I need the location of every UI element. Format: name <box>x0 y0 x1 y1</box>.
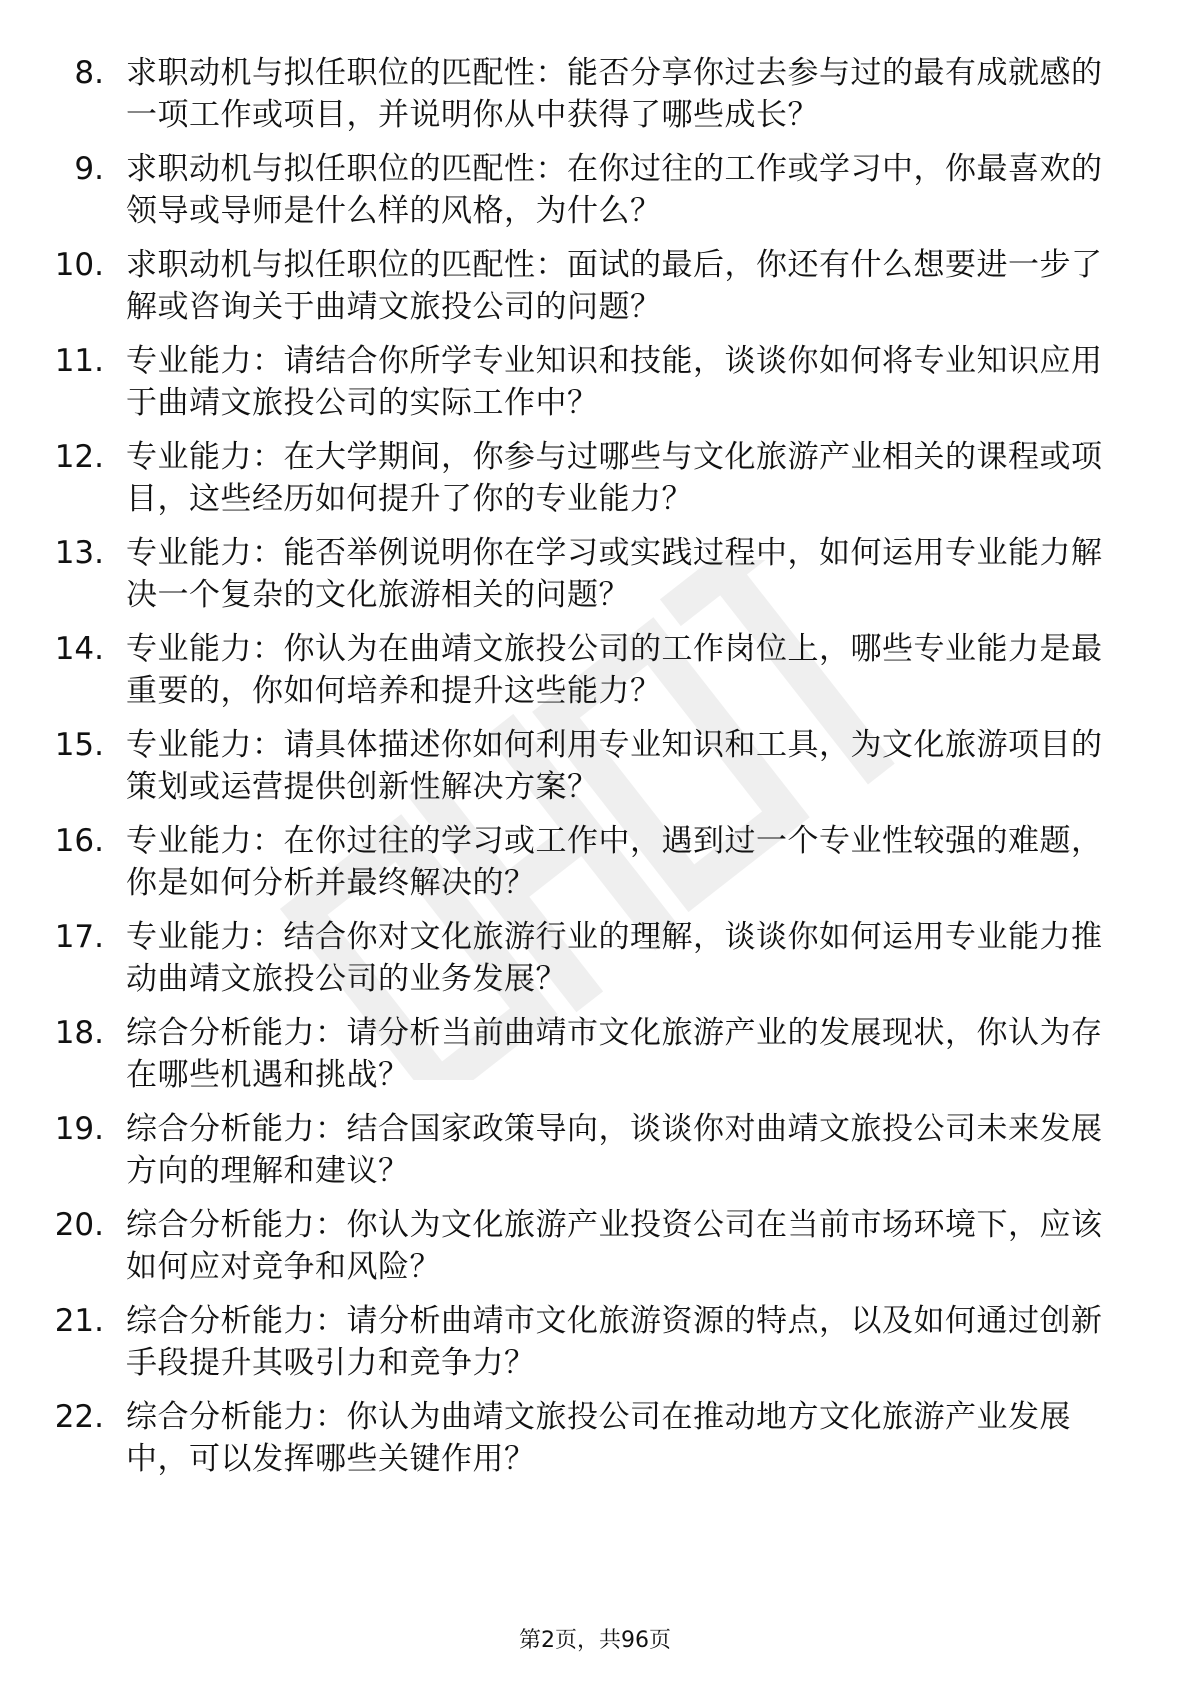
question-number: 13. <box>54 535 104 571</box>
question-list <box>0 52 1190 1492</box>
question-item <box>0 1204 1190 1300</box>
question-text: 求职动机与拟任职位的匹配性：面试的最后，你还有什么想要进一步了解或咨询关于曲靖文旅投公司的问题？ <box>126 247 1103 325</box>
question-text: 求职动机与拟任职位的匹配性：在你过往的工作或学习中，你最喜欢的领导或导师是什么样的风格，为什么？ <box>126 151 1103 229</box>
question-item <box>0 1108 1190 1204</box>
question-number: 19. <box>54 1111 104 1147</box>
question-number: 9. <box>74 151 104 187</box>
question-number: 17. <box>54 919 104 955</box>
question-number: 18. <box>54 1015 104 1051</box>
question-text: 专业能力：在你过往的学习或工作中，遇到过一个专业性较强的难题，你是如何分析并最终解决的？ <box>126 823 1103 901</box>
question-item <box>0 820 1190 916</box>
question-item <box>0 724 1190 820</box>
question-text: 专业能力：结合你对文化旅游行业的理解，谈谈你如何运用专业能力推动曲靖文旅投公司的业务发展？ <box>126 919 1103 997</box>
question-item <box>0 1300 1190 1396</box>
question-text: 综合分析能力：请分析当前曲靖市文化旅游产业的发展现状，你认为存在哪些机遇和挑战？ <box>126 1015 1103 1093</box>
question-number: 15. <box>54 727 104 763</box>
question-text: 专业能力：在大学期间，你参与过哪些与文化旅游产业相关的课程或项目，这些经历如何提升了你的专业能力？ <box>126 439 1103 517</box>
question-item <box>0 340 1190 436</box>
question-item <box>0 436 1190 532</box>
question-item <box>0 52 1190 148</box>
question-text: 专业能力：请具体描述你如何利用专业知识和工具，为文化旅游项目的策划或运营提供创新性解决方案？ <box>126 727 1103 805</box>
question-number: 10. <box>54 247 104 283</box>
question-text: 求职动机与拟任职位的匹配性：能否分享你过去参与过的最有成就感的一项工作或项目，并说明你从中获得了哪些成长？ <box>126 55 1103 133</box>
question-item <box>0 148 1190 244</box>
question-item <box>0 916 1190 1012</box>
question-item <box>0 532 1190 628</box>
question-item <box>0 1012 1190 1108</box>
question-number: 8. <box>74 55 104 91</box>
question-text: 综合分析能力：请分析曲靖市文化旅游资源的特点，以及如何通过创新手段提升其吸引力和竞争力？ <box>126 1303 1103 1381</box>
question-number: 11. <box>54 343 104 379</box>
question-item <box>0 628 1190 724</box>
question-item <box>0 1396 1190 1492</box>
question-text: 专业能力：请结合你所学专业知识和技能，谈谈你如何将专业知识应用于曲靖文旅投公司的实际工作中？ <box>126 343 1103 421</box>
question-number: 16. <box>54 823 104 859</box>
question-text: 综合分析能力：你认为文化旅游产业投资公司在当前市场环境下，应该如何应对竞争和风险？ <box>126 1207 1103 1285</box>
question-text: 综合分析能力：你认为曲靖文旅投公司在推动地方文化旅游产业发展中，可以发挥哪些关键作用？ <box>126 1399 1071 1477</box>
question-text: 专业能力：你认为在曲靖文旅投公司的工作岗位上，哪些专业能力是最重要的，你如何培养和提升这些能力？ <box>126 631 1103 709</box>
question-number: 12. <box>54 439 104 475</box>
question-number: 21. <box>54 1303 104 1339</box>
question-number: 22. <box>54 1399 104 1435</box>
question-number: 20. <box>54 1207 104 1243</box>
question-item <box>0 244 1190 340</box>
question-text: 专业能力：能否举例说明你在学习或实践过程中，如何运用专业能力解决一个复杂的文化旅游相关的问题？ <box>126 535 1103 613</box>
page-footer: 第2页，共96页 <box>519 1628 671 1653</box>
question-number: 14. <box>54 631 104 667</box>
question-text: 综合分析能力：结合国家政策导向，谈谈你对曲靖文旅投公司未来发展方向的理解和建议？ <box>126 1111 1103 1189</box>
